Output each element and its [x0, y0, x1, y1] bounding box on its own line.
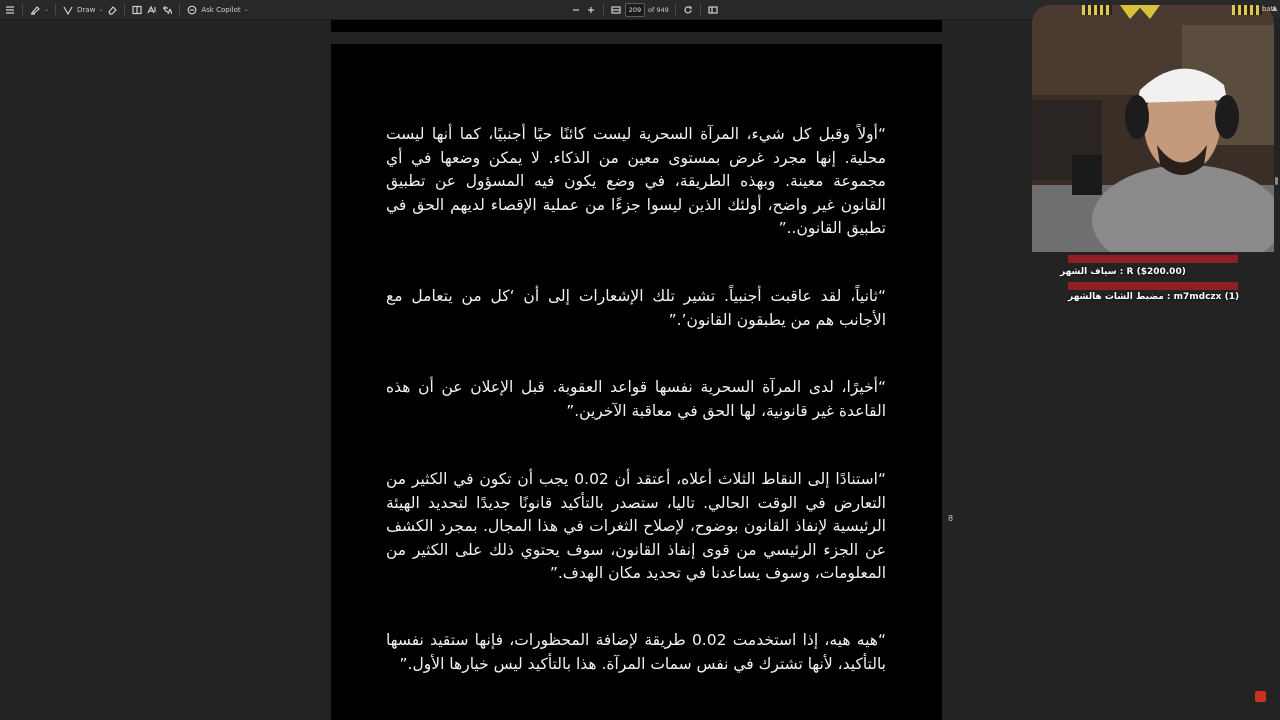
read-aloud-icon[interactable] — [146, 4, 158, 16]
stream-overlay-text — [1060, 253, 1275, 304]
vertical-scrollbar[interactable] — [1274, 22, 1279, 720]
page-number-input[interactable]: 209 — [625, 3, 645, 17]
scroll-up-arrow-icon[interactable]: ▲ — [1272, 4, 1278, 12]
streamer-image — [1032, 5, 1274, 252]
paragraph: “أولاً وقبل كل شيء، المرآة السحرية ليست كائنًا حيًا أجنبيًا، كما أنها ليست محلية. إنها مجرد غرض بمستوى معين من الذكاء. لا يمكن وضعها في أي مجموعة معينة. وبهذه الطريقة، في وضع يكون فيه المسؤول عن تطبيق القانون غير واضح، أولئك الذين ليسوا جزءًا من عملية الإقصاء لديهم الحق في تطبيق القانون..” — [386, 125, 886, 237]
text-box-icon[interactable] — [131, 4, 143, 16]
fit-page-icon[interactable] — [610, 4, 622, 16]
chevron-down-icon[interactable]: ⌄ — [243, 6, 249, 13]
paragraph: “أخيرًا، لدى المرآة السحرية نفسها قواعد العقوبة. قبل الإعلان عن أن هذه القاعدة غير قانونية، لها الحق في معاقبة الآخرين.” — [386, 378, 886, 420]
overlay-line-top-moderator: m7mdczx (1) : مضبط الشات هالشهر — [1068, 292, 1240, 302]
draw-icon[interactable] — [62, 4, 74, 16]
paragraph: “هيه هيه، إذا استخدمت 0.02 طريقة لإضافة المحظورات، فإنها ستقيد نفسها بالتأكيد، لأنها تشترك في نفس سمات المرآة. هذا بالتأكيد ليس خيارها الأول.” — [386, 631, 886, 673]
toolbar-divider — [124, 4, 125, 15]
webcam-feed — [1032, 5, 1274, 252]
overlay-top-text: bat — [1262, 5, 1274, 13]
toolbar-divider — [700, 4, 701, 15]
zoom-in-icon[interactable] — [585, 4, 597, 16]
overlay-line-top-donor: R ($200.00) : سياف الشهر — [1060, 267, 1186, 277]
toolbar-divider — [603, 4, 604, 15]
overlay-red-bar — [1068, 282, 1238, 290]
rotate-icon[interactable] — [682, 4, 694, 16]
toolbar-divider — [675, 4, 676, 15]
chevron-down-icon[interactable]: ⌄ — [98, 6, 104, 13]
translate-icon[interactable] — [161, 4, 173, 16]
page-count: of 949 — [648, 5, 669, 14]
ask-copilot-button[interactable]: Ask Copilot — [201, 5, 241, 14]
toolbar-divider — [55, 4, 56, 15]
eraser-icon[interactable] — [106, 4, 118, 16]
copilot-icon[interactable] — [186, 4, 198, 16]
overlay-red-bar — [1068, 255, 1238, 263]
previous-page-bottom — [331, 20, 942, 32]
chevron-down-icon[interactable]: ⌄ — [44, 6, 50, 13]
gold-pattern — [1082, 5, 1112, 15]
highlight-icon[interactable] — [29, 4, 41, 16]
zoom-out-icon[interactable] — [570, 4, 582, 16]
toolbar-divider — [179, 4, 180, 15]
pdf-icon — [1255, 691, 1266, 702]
gold-pattern — [1232, 5, 1262, 15]
scroll-thumb[interactable] — [1275, 177, 1278, 185]
list-icon[interactable] — [4, 4, 16, 16]
document-page — [331, 44, 942, 720]
page-number-label: 8 — [948, 514, 954, 523]
paragraph: “استنادًا إلى النقاط الثلاث أعلاه، أعتقد أن 0.02 يجب أن تكون في الكثير من التعارض في الوقت الحالي. تاليا، ستصدر بالتأكيد قانونًا جديدًا لتحديد الهيئة الرئيسية لإنفاذ القانون بوضوح، لإصلاح الثغرات في هذا المجال. بمجرد الكشف عن الجزء الرئيسي من قوى إنفاذ القانون، سوف يحتوي ذلك على الكثير من المعلومات، وسوف يساعدنا في تحديد مكان الهدف.” — [386, 470, 886, 582]
paragraph: “ثانياً، لقد عاقبت أجنبياً. تشير تلك الإشعارات إلى أن ‘كل من يتعامل مع الأجانب هم من يطبقون القانون’.” — [386, 287, 886, 329]
page-view-icon[interactable] — [707, 4, 719, 16]
draw-button-label[interactable]: Draw — [77, 5, 96, 14]
toolbar-divider — [22, 4, 23, 15]
